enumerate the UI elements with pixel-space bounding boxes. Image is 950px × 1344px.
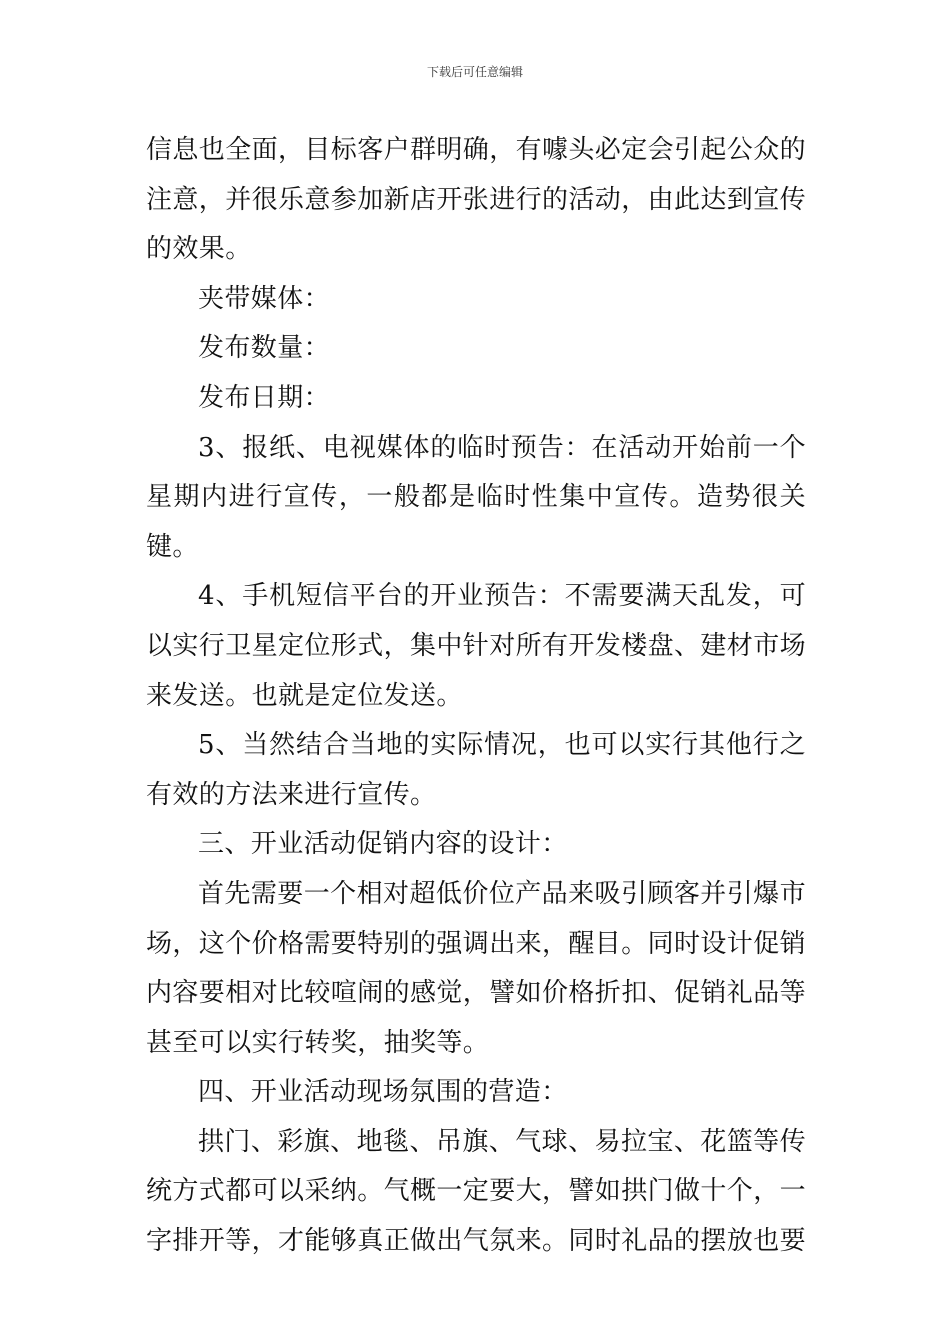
paragraph-date-label: 发布日期： [198,382,331,413]
page-header-note: 下载后可任意编辑 [426,65,523,79]
paragraph-media-label: 夹带媒体： [198,283,331,314]
paragraph-quantity-label: 发布数量： [198,333,331,364]
document-body [146,126,806,1267]
paragraph-atmosphere: 拱门、彩旗、地毯、吊旗、气球、易拉宝、花篮等传统方式都可以采纳。气概一定要大，譬如拱门做十个，一字排开等，才能够真正做出气氛来。同时礼品的摆放也要 [146,1126,807,1257]
paragraph-promotion: 首先需要一个相对超低价位产品来吸引顾客并引爆市场，这个价格需要特别的强调出来，醒目。同时设计促销内容要相对比较喧闹的感觉，譬如价格折扣、促销礼品等甚至可以实行转奖，抽奖等。 [146,878,807,1058]
section-heading-3: 三、开业活动促销内容的设计： [198,829,568,860]
paragraph-item-4: 4、手机短信平台的开业预告：不需要满天乱发，可以实行卫星定位形式，集中针对所有开发楼盘、建材市场来发送。也就是定位发送。 [146,581,807,711]
paragraph-continuation: 信息也全面，目标客户群明确，有噱头必定会引起公众的注意，并很乐意参加新店开张进行的活动，由此达到宣传的效果。 [146,135,807,265]
paragraph-item-3: 3、报纸、电视媒体的临时预告：在活动开始前一个星期内进行宣传，一般都是临时性集中宣传。造势很关键。 [146,432,806,562]
section-heading-4: 四、开业活动现场氛围的营造： [198,1077,568,1108]
paragraph-item-5: 5、当然结合当地的实际情况，也可以实行其他行之有效的方法来进行宣传。 [146,730,806,810]
